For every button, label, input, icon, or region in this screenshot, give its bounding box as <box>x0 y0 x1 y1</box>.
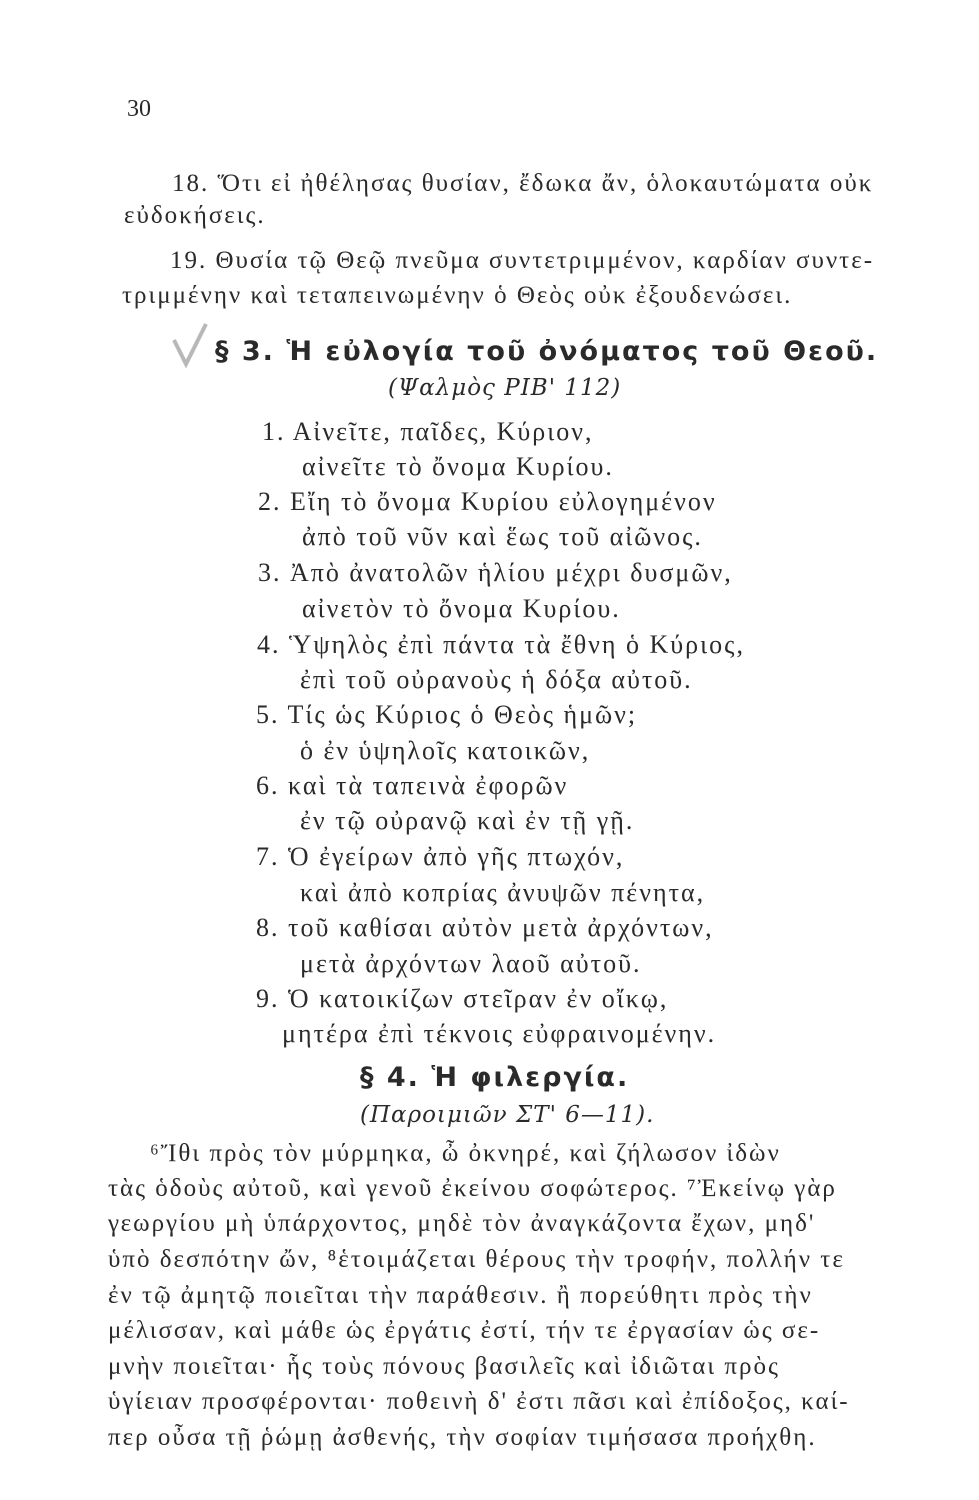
checkmark-annotation-icon <box>170 320 210 370</box>
psalm-verse-line: αἰνεῖτε τὸ ὄνομα Κυρίου. <box>302 452 614 481</box>
psalm-verse-line: 3. Ἀπὸ ἀνατολῶν ἡλίου μέχρι δυσμῶν, <box>258 558 733 587</box>
prose-line: περ οὖσα τῇ ῥώμῃ ἀσθενής, τὴν σοφίαν τιμήσασα προήχθη. <box>108 1424 817 1451</box>
prose-line: μνὴν ποιεῖται· ἧς τοὺς πόνους βασιλεῖς καὶ ἰδιῶται πρὸς <box>108 1353 780 1380</box>
section3-source: (Ψαλμὸς ΡΙΒ' 112) <box>388 375 622 401</box>
psalm-verse-line: καὶ ἀπὸ κοπρίας ἀνυψῶν πένητα, <box>300 878 706 907</box>
psalm-verse-line: 4. Ὑψηλὸς ἐπὶ πάντα τὰ ἔθνη ὁ Κύριος, <box>257 630 745 659</box>
prose-line: γεωργίου μὴ ὑπάρχοντος, μηδὲ τὸν ἀναγκάζοντα ἔχων, μηδ' <box>108 1210 816 1237</box>
section4-source: (Παροιμιῶν ΣΤ' 6—11). <box>360 1102 655 1128</box>
psalm-verse-line: ὁ ἐν ὑψηλοῖς κατοικῶν, <box>300 736 591 765</box>
psalm-verse-line: μετὰ ἀρχόντων λαοῦ αὐτοῦ. <box>300 949 642 978</box>
intro-line: τριμμένην καὶ τεταπεινωμένην ὁ Θεὸς οὐκ ἐξουδενώσει. <box>122 282 793 309</box>
psalm-verse-line: αἰνετὸν τὸ ὄνομα Κυρίου. <box>302 594 621 623</box>
psalm-verse-line: 5. Τίς ὡς Κύριος ὁ Θεὸς ἡμῶν; <box>256 700 638 729</box>
intro-line: 18. Ὅτι εἰ ἠθέλησας θυσίαν, ἔδωκα ἄν, ὁλοκαυτώματα οὐκ <box>172 170 874 197</box>
psalm-verse-line: ἐν τῷ οὐρανῷ καὶ ἐν τῇ γῇ. <box>300 806 635 835</box>
psalm-verse-line: 7. Ὁ ἐγείρων ἀπὸ γῆς πτωχόν, <box>256 842 625 871</box>
prose-line: ⁶Ἴθι πρὸς τὸν μύρμηκα, ὦ ὀκνηρέ, καὶ ζήλωσον ἰδὼν <box>150 1140 781 1167</box>
section3-title: § 3. Ἡ εὐλογία τοῦ ὀνόματος τοῦ Θεοῦ. <box>215 336 879 367</box>
psalm-verse-line: ἀπὸ τοῦ νῦν καὶ ἕως τοῦ αἰῶνος. <box>302 522 703 551</box>
psalm-verse-line: 2. Εἴη τὸ ὄνομα Κυρίου εὐλογημένον <box>258 487 717 516</box>
psalm-verse-line: 6. καὶ τὰ ταπεινὰ ἐφορῶν <box>256 771 569 800</box>
page-number: 30 <box>127 96 151 122</box>
intro-line: 19. Θυσία τῷ Θεῷ πνεῦμα συντετριμμένον, καρδίαν συντε- <box>170 247 875 274</box>
psalm-verse-line: 8. τοῦ καθίσαι αὐτὸν μετὰ ἀρχόντων, <box>256 913 714 942</box>
prose-line: μέλισσαν, καὶ μάθε ὡς ἐργάτις ἐστί, τήν τε ἐργασίαν ὡς σε- <box>108 1317 821 1344</box>
psalm-verse-line: 9. Ὁ κατοικίζων στεῖραν ἐν οἴκῳ, <box>256 984 669 1013</box>
intro-line: εὐδοκήσεις. <box>124 202 266 229</box>
prose-line: ὑπὸ δεσπότην ὤν, ⁸ἑτοιμάζεται θέρους τὴν τροφήν, πολλήν τε <box>108 1246 845 1273</box>
psalm-verse-line: 1. Αἰνεῖτε, παῖδες, Κύριον, <box>262 417 594 446</box>
prose-line: ὑγίειαν προσφέρονται· ποθεινὴ δ' ἐστι πᾶσι καὶ ἐπίδοξος, καί- <box>108 1388 850 1415</box>
psalm-verse-line: ἐπὶ τοῦ οὐρανοὺς ἡ δόξα αὐτοῦ. <box>300 665 693 694</box>
prose-line: ἐν τῷ ἀμητῷ ποιεῖται τὴν παράθεσιν. ἢ πορεύθητι πρὸς τὴν <box>108 1282 813 1309</box>
psalm-verse-line: μητέρα ἐπὶ τέκνοις εὐφραινομένην. <box>282 1019 717 1048</box>
prose-line: τὰς ὁδοὺς αὐτοῦ, καὶ γενοῦ ἐκείνου σοφώτερος. ⁷Ἐκείνῳ γὰρ <box>108 1175 837 1202</box>
section4-title: § 4. Ἡ φιλεργία. <box>360 1062 630 1093</box>
